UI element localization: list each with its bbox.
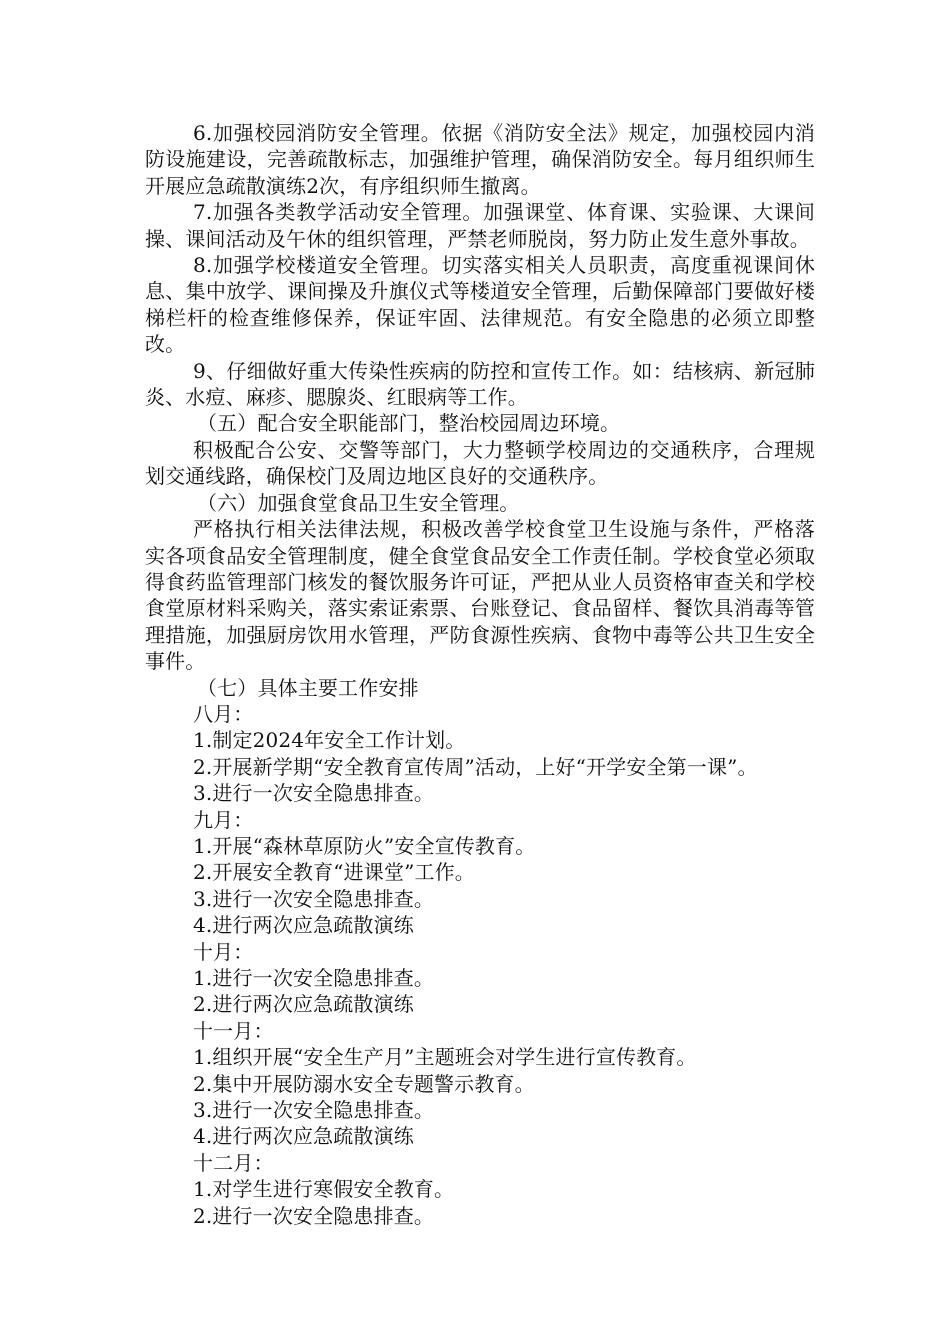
list-item: 1.组织开展“安全生产月”主题班会对学生进行宣传教育。 (193, 1045, 697, 1070)
section-heading-7: （七）具体主要工作安排 (197, 675, 419, 700)
list-item: 1.开展“森林草原防火”安全宣传教育。 (193, 833, 536, 858)
month-heading-october: 十月： (193, 939, 254, 964)
month-heading-september: 九月： (193, 807, 254, 832)
section-heading-5: （五）配合安全职能部门，整治校园周边环境。 (197, 411, 621, 436)
paragraph-traffic-order: 积极配合公安、交警等部门，大力整顿学校周边的交通秩序，合理规划交通线路，确保校门及周边地区良好的交通秩序。 (145, 437, 815, 489)
month-heading-august: 八月： (193, 701, 254, 726)
list-item: 3.进行一次安全隐患排查。 (193, 886, 435, 911)
list-item: 1.对学生进行寒假安全教育。 (193, 1177, 455, 1202)
list-item: 4.进行两次应急疏散演练 (193, 913, 414, 938)
list-item: 3.进行一次安全隐患排查。 (193, 781, 435, 806)
paragraph-canteen-safety: 严格执行相关法律法规，积极改善学校食堂卫生设施与条件，严格落实各项食品安全管理制度，健全食堂食品安全工作责任制。学校食堂必须取得食药监管理部门核发的餐饮服务许可证，严把从业人员资格审查关和学校食堂原材料采购关，落实索证索票、台账登记、食品留样、餐饮具消毒等管理措施，加强厨房饮用水管理，严防食源性疾病、食物中毒等公共卫生安全事件。 (145, 517, 815, 674)
list-item: 2.进行两次应急疏散演练 (193, 992, 414, 1017)
list-item: 1.进行一次安全隐患排查。 (193, 966, 435, 990)
list-item: 3.进行一次安全隐患排查。 (193, 1098, 435, 1123)
paragraph-teaching-safety: 7.加强各类教学活动安全管理。加强课堂、体育课、实验课、大课间操、课间活动及午休的组织管理，严禁老师脱岗，努力防止发生意外事故。 (145, 200, 815, 251)
list-item: 2.进行一次安全隐患排查。 (193, 1203, 435, 1228)
month-heading-december: 十二月： (193, 1150, 274, 1175)
list-item: 4.进行两次应急疏散演练 (193, 1124, 414, 1149)
list-item: 2.开展新学期“安全教育宣传周”活动，上好“开学安全第一课”。 (193, 754, 758, 779)
month-heading-november: 十一月： (193, 1018, 274, 1043)
section-heading-6: （六）加强食堂食品卫生安全管理。 (197, 490, 520, 515)
list-item: 2.集中开展防溺水安全专题警示教育。 (193, 1071, 535, 1096)
document-body (145, 120, 815, 1229)
paragraph-disease-control: 9、仔细做好重大传染性疾病的防控和宣传工作。如：结核病、新冠肺炎、水痘、麻疹、腮腺炎、红眼病等工作。 (145, 358, 815, 410)
paragraph-corridor-safety: 8.加强学校楼道安全管理。切实落实相关人员职责，高度重视课间休息、集中放学、课间操及升旗仪式等楼道安全管理，后勤保障部门要做好楼梯栏杆的检查维修保养，保证牢固、法律规范。有安全隐患的必须立即整改。 (145, 253, 815, 357)
paragraph-fire-safety: 6.加强校园消防安全管理。依据《消防安全法》规定，加强校园内消防设施建设，完善疏散标志，加强维护管理，确保消防安全。每月组织师生开展应急疏散演练2次，有序组织师生撤离。 (145, 121, 815, 198)
list-item: 2.开展安全教育“进课堂”工作。 (193, 860, 475, 885)
list-item: 1.制定2024年安全工作计划。 (193, 728, 466, 753)
